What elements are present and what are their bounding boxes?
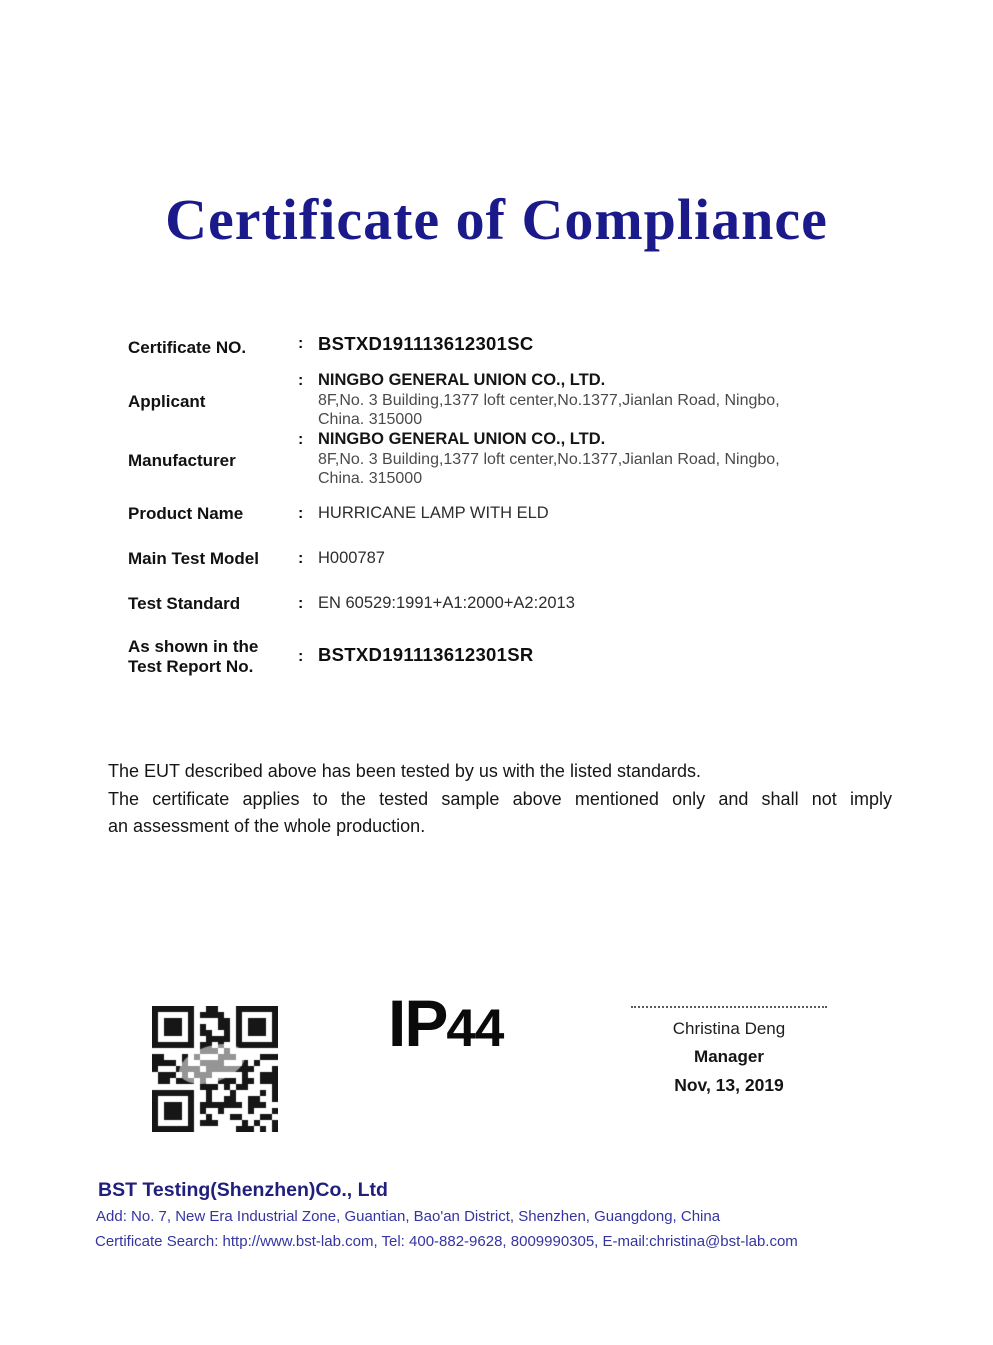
certificate-title: Certificate of Compliance <box>165 187 828 252</box>
ip-rating <box>388 986 504 1060</box>
test-standard-value: EN 60529:1991+A1:2000+A2:2013 <box>318 594 575 612</box>
product-name-row <box>128 504 888 524</box>
compliance-statement <box>108 758 892 841</box>
field-colon: : <box>298 550 304 567</box>
main-test-model-row <box>128 549 888 569</box>
certificate-no-row <box>128 334 888 358</box>
product-name-label: Product Name <box>128 504 244 523</box>
manufacturer-row <box>128 430 888 489</box>
applicant-address-line1: 8F,No. 3 Building,1377 loft center,No.1377,Jianlan Road, Ningbo, <box>318 391 780 409</box>
main-test-model-label: Main Test Model <box>128 549 259 568</box>
field-colon: : <box>298 431 304 448</box>
test-report-no-label <box>128 637 298 677</box>
applicant-company: NINGBO GENERAL UNION CO., LTD. <box>318 371 606 389</box>
test-standard-row <box>128 594 888 614</box>
footer-contact: Certificate Search: http://www.bst-lab.com, Tel: 400-882-9628, 8009990305, E-mail:christina@bst-lab.com <box>95 1233 798 1250</box>
manufacturer-label: Manufacturer <box>128 451 236 470</box>
signatory-name: Christina Deng <box>672 1019 786 1038</box>
field-colon: : <box>298 372 304 389</box>
certificate-no-value: BSTXD191113612301SC <box>318 333 534 354</box>
ip-rating-number: 44 <box>446 999 504 1058</box>
applicant-address-line2: China. 315000 <box>318 411 423 428</box>
footer-company: BST Testing(Shenzhen)Co., Ltd <box>98 1179 388 1201</box>
qr-code <box>152 1006 278 1132</box>
applicant-label: Applicant <box>128 392 206 411</box>
manufacturer-address-line2: China. 315000 <box>318 470 423 487</box>
manufacturer-address-line1: 8F,No. 3 Building,1377 loft center,No.1377,Jianlan Road, Ningbo, <box>318 450 780 468</box>
field-colon: : <box>298 335 304 352</box>
signatory-role: Manager <box>694 1047 764 1066</box>
main-test-model-value: H000787 <box>318 549 385 567</box>
test-report-no-row <box>128 637 888 677</box>
signature-divider <box>631 1006 827 1008</box>
certificate-no-label: Certificate NO. <box>128 338 247 357</box>
footer-address: Add: No. 7, New Era Industrial Zone, Guantian, Bao'an District, Shenzhen, Guangdong, China <box>96 1208 721 1225</box>
test-standard-label: Test Standard <box>128 594 241 613</box>
field-colon: : <box>298 595 304 612</box>
signature-date: Nov, 13, 2019 <box>674 1075 784 1095</box>
field-colon: : <box>298 648 304 665</box>
signature-block <box>616 1006 842 1096</box>
test-report-no-value: BSTXD191113612301SR <box>318 644 534 665</box>
manufacturer-company: NINGBO GENERAL UNION CO., LTD. <box>318 430 606 448</box>
statement-line-1: The EUT described above has been tested by us with the listed standards. <box>108 761 702 781</box>
statement-line-3: an assessment of the whole production. <box>108 816 426 836</box>
applicant-row <box>128 371 888 430</box>
ip-rating-prefix: IP <box>388 986 447 1060</box>
field-colon: : <box>298 505 304 522</box>
test-report-no-label-line2: Test Report No. <box>128 657 254 676</box>
statement-line-2: The certificate applies to the tested sample above mentioned only and shall not imply <box>108 788 892 809</box>
test-report-no-label-line1: As shown in the <box>128 637 259 656</box>
product-name-value: HURRICANE LAMP WITH ELD <box>318 504 549 522</box>
manufacturer-value <box>318 430 888 489</box>
applicant-value <box>318 371 888 430</box>
